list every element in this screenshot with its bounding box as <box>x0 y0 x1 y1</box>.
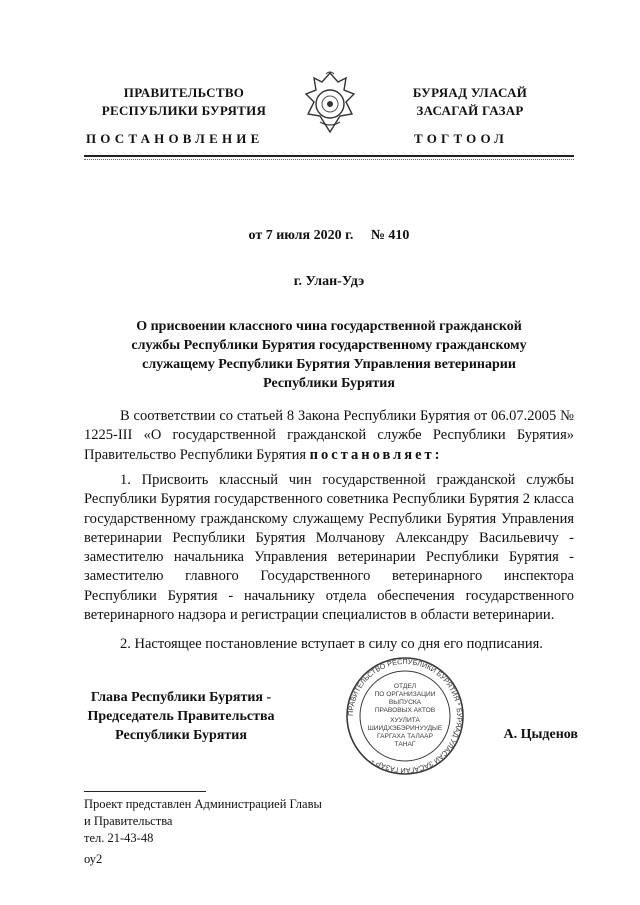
issuer-name-bua <box>380 84 560 120</box>
issuer-line-2-bua: ЗАСАГАЙ ГАЗАР <box>416 103 524 118</box>
stamp-line-2: ПО ОРГАНИЗАЦИИ <box>374 691 436 698</box>
preamble-decision: постановляет: <box>309 446 443 463</box>
stamp-line-7: ГАРГАХА ТАЛААР <box>377 733 433 740</box>
point-1: 1. Присвоить классный чин государственной гражданской службы Республики Бурятия государственного советника Республики Бурятия 2 класса государственному гражданскому служащему Республики Бурятия Управления ветеринарии Республики Бурятия Молчанову Александру Васильевичу - заместителю начальника Управления ветеринарии Республики Бурятия - заместителю главного Государственного ветеринарного инспектора Республики Бурятия - начальнику отдела обеспечения государственного ветеринарного надзора и регистрации специалистов в области ветеринарии. <box>84 472 574 624</box>
stamp-line-4: ПРАВОВЫХ АКТОВ <box>374 707 436 714</box>
issuer-line-2: РЕСПУБЛИКИ БУРЯТИЯ <box>101 103 267 118</box>
footer-line-3: тел. 21-43-48 <box>84 831 154 845</box>
signatory-name: А. Цыденов <box>503 727 578 742</box>
title-line-1: О присвоении классного чина государственной гражданской <box>136 319 522 334</box>
footer-line-1: Проект представлен Администрацией Главы <box>84 797 322 811</box>
stamp-line-1: ОТДЕЛ <box>393 683 417 690</box>
doc-type-bua: ТОГТООЛ <box>414 131 509 146</box>
preamble <box>84 407 574 465</box>
stamp-line-3: ВЫПУСКА <box>388 699 422 706</box>
signatory-title <box>72 688 290 745</box>
doc-type-ru: ПОСТАНОВЛЕНИЕ <box>86 131 264 146</box>
footer-code: оу2 <box>84 852 103 866</box>
stamp-line-5: ХУУЛИТА <box>390 717 420 724</box>
preamble-text: В соответствии со статьей 8 Закона Республики Бурятия от 06.07.2005 № 1225-III «О государственной гражданской службе Республики Бурятия» Правительство Республики Бурятия <box>84 408 574 463</box>
title-line-4: Республики Бурятия <box>263 376 395 391</box>
signatory-line-3: Республики Бурятия <box>115 728 247 743</box>
header-rule <box>84 155 574 157</box>
official-stamp <box>340 655 470 777</box>
city: г. Улан-Удэ <box>293 274 365 289</box>
point-2: 2. Настоящее постановление вступает в силу со дня его подписания. <box>120 636 543 652</box>
document-title <box>84 317 574 393</box>
signatory-line-1: Глава Республики Бурятия - <box>90 690 272 705</box>
date-number: от 7 июля 2020 г. № 410 <box>248 228 410 243</box>
signatory-line-2: Председатель Правительства <box>87 709 275 724</box>
footer-rule <box>84 791 206 792</box>
stamp-line-8: ТАНАГ <box>394 741 416 748</box>
coat-of-arms-icon <box>300 70 360 136</box>
header-rule-dotted <box>84 159 574 160</box>
title-line-3: служащему Республики Бурятия Управления ветеринарии <box>142 357 516 372</box>
stamp-ring-text: ПРАВИТЕЛЬСТВО РЕСПУБЛИКИ БУРЯТИЯ * БУРЯАД УЛАСАЙ ЗАСАГАЙ ГАЗАР * <box>345 656 465 776</box>
issuer-line-1: ПРАВИТЕЛЬСТВО <box>123 85 245 100</box>
title-line-2: службы Республики Бурятия государственному гражданскому <box>131 338 527 353</box>
issuer-name-ru <box>84 84 284 120</box>
footer-note <box>84 796 384 847</box>
footer-line-2: и Правительства <box>84 814 173 828</box>
issuer-line-1-bua: БУРЯАД УЛАСАЙ <box>412 85 528 100</box>
stamp-line-6: ШИИДХЭБЭРИНУУДЫЕ <box>367 725 443 732</box>
